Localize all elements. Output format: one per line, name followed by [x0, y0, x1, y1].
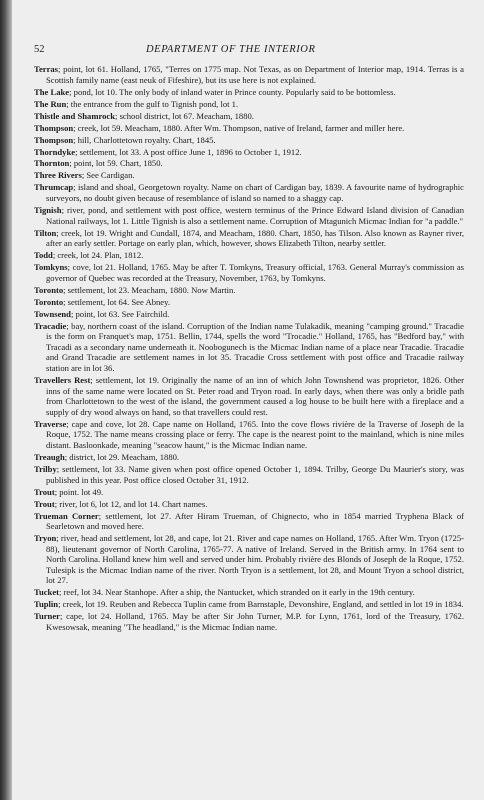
gazetteer-entry — [34, 511, 464, 532]
entry-text: ; island and shoal, Georgetown royalty. Name on chart of Cardigan bay, 1839. A favourite name of hydrographic surveyors, no doubt given because of resemblance of island so named to a shaggy cap. — [46, 182, 464, 204]
entry-headword: Travellers Rest — [34, 375, 91, 386]
gazetteer-entry — [34, 499, 464, 510]
gazetteer-entry — [34, 321, 464, 374]
gazetteer-entry — [34, 99, 464, 110]
entry-headword: Toronto — [34, 284, 64, 295]
entry-headword: Thorndyke — [34, 146, 76, 157]
entry-text: ; settlement, lot 33. Name given when post office opened October 1, 1894. Trilby, George Du Maurier's story, was published in this year. Post office closed October 31, 1912. — [46, 463, 464, 485]
gazetteer-entry — [34, 309, 464, 320]
gazetteer-entry — [34, 135, 464, 146]
gazetteer-entry — [34, 611, 464, 632]
entry-text: ; creek, lot 24. Plan, 1812. — [52, 250, 144, 261]
entry-headword: Tignish — [34, 205, 62, 216]
entry-text: ; cape, lot 24. Holland, 1765. May be after Sir John Turner, M.P. for Lynn, 1761, lord of the Treasury, 1762. Kwesowsak, meaning "The headland," is the Micmac Indian name. — [46, 611, 464, 633]
entry-headword: Tuplin — [34, 599, 59, 610]
gazetteer-entry — [34, 285, 464, 296]
entry-headword: Trout — [34, 486, 55, 497]
entry-text: ; See Cardigan. — [81, 170, 135, 181]
gazetteer-entry — [34, 464, 464, 485]
entry-text: ; river, lot 6, lot 12, and lot 14. Chart names. — [54, 498, 208, 509]
page-number: 52 — [34, 44, 45, 55]
entry-headword: Townsend — [34, 308, 71, 319]
entry-headword: Todd — [34, 250, 53, 261]
gazetteer-entry — [34, 262, 464, 283]
gazetteer-entry — [34, 250, 464, 261]
entry-text: ; point, lot 61. Holland, 1765, "Terres on 1775 map. Not Texas, as on Department of Interior map, 1914. Terras is a Scottish family name (east neuk of Fifeshire), but its use here is not explained. — [46, 64, 464, 85]
entry-headword: Thornton — [34, 158, 70, 169]
gazetteer-entry — [34, 123, 464, 134]
entry-headword: Trout — [34, 498, 55, 509]
gazetteer-entry — [34, 64, 464, 85]
gazetteer-entry — [34, 228, 464, 249]
gazetteer-entry — [34, 87, 464, 98]
book-spine-shadow — [0, 0, 12, 800]
entry-text: ; reef, lot 34. Near Stanhope. After a ship, the Nantucket, which stranded on it early in the 19th century. — [59, 587, 415, 598]
gazetteer-entry — [34, 533, 464, 586]
entry-headword: Traverse — [34, 418, 67, 429]
entry-headword: Trueman Corner — [34, 510, 99, 521]
gazetteer-entry — [34, 599, 464, 610]
gazetteer-entries — [34, 64, 464, 633]
entry-text: ; creek, lot 19. Wright and Cundall, 1874, and Meacham, 1880. Chart, 1850, has Tilson. Also known as Rayner river, after an early settler. Portage on early plan, which, however, shows Elizabeth Tilton, nearby settler. — [46, 227, 464, 249]
entry-text: ; river, head and settlement, lot 28, and cape, lot 21. River and cape names on Holland, 1765. After Wm. Tryon (1725-88), lieutenant governor of North Carolina, 1765-77. A native of Ireland. Served in the British army. In 1764 sent to North Carolina. Holland knew him well and served under him. Probably rivière des Blonds of Joseph de la Roque, 1752. Tulesipk is the Micmac Indian name of the river. North Tryon is a settlement, lot 28, and Mount Tryon a school district, lot 27. — [46, 533, 464, 586]
entry-text: ; creek, lot 19. Reuben and Rebecca Tuplin came from Barnstaple, Devonshire, England, and settled in lot 19 in 1834. — [58, 599, 464, 610]
gazetteer-entry — [34, 158, 464, 169]
entry-headword: Thompson — [34, 122, 74, 133]
entry-headword: Terras — [34, 64, 59, 74]
entry-headword: Treaugh — [34, 452, 65, 462]
entry-headword: Trilby — [34, 463, 57, 474]
entry-text: ; settlement, lot 27. After Hiram Trueman, of Chignecto, who in 1854 married Tryphena Black of Searletown and moved here. — [46, 510, 464, 532]
entry-text: ; settlement, lot 19. Originally the name of an inn of which John Townshend was proprietor, 1826. Other inns of the same name were located on St. Peter road and Tryon road. In early days, when there was only a bridle path from Charlottetown to the west of the island, the government caused a log house to be built here with a fireplace and a supply of dry wood always on hand, so that travellers could rest. — [46, 375, 464, 417]
entry-headword: The Run — [34, 98, 67, 109]
gazetteer-entry — [34, 170, 464, 181]
entry-text: ; point, lot 59. Chart, 1850. — [69, 158, 163, 169]
gazetteer-entry — [34, 205, 464, 226]
entry-text: ; district, lot 29. Meacham, 1880. — [64, 452, 180, 462]
entry-text: ; creek, lot 59. Meacham, 1880. After Wm. Thompson, native of Ireland, farmer and miller here. — [73, 122, 405, 133]
entry-headword: Toronto — [34, 296, 64, 307]
entry-headword: Thistle and Shamrock — [34, 110, 116, 121]
entry-text: ; bay, northern coast of the island. Corruption of the Indian name Tulakadik, meaning "camping ground." Tracadie is the form on Franquet's map, 1751. Bellin, 1744, spells the word "Trocadie." Holland, 1765, has "Bedford bay," with Tracadi as a secondary name underneath it. Noobogunech is the Micmac Indian name of a place near Tracadie. Tracadie and Grand Tracadie are settlement names in lot 35. Tracadie Cross settlement with post office and Tracadie railway station are in lot 36. — [46, 320, 464, 374]
entry-headword: Thrumcap — [34, 182, 74, 193]
entry-headword: Thompson — [34, 134, 74, 145]
entry-headword: The Lake — [34, 86, 70, 97]
entry-headword: Tracadie — [34, 320, 67, 331]
entry-text: ; settlement, lot 33. A post office June 1, 1896 to October 1, 1912. — [75, 146, 302, 157]
entry-headword: Tomkyns — [34, 262, 68, 273]
gazetteer-entry — [34, 147, 464, 158]
entry-text: ; cove, lot 21. Holland, 1765. May be after T. Tomkyns, Treasury official, 1763. General Murray's commission as governor of Quebec was recorded at the Treasury, November, 1763, by Tomkyns. — [46, 262, 464, 283]
entry-text: ; point. lot 49. — [54, 486, 104, 497]
entry-text: ; pond, lot 10. The only body of inland water in Prince county. Popularly said to be bottomless. — [69, 86, 396, 97]
entry-text: ; settlement, lot 23. Meacham, 1880. Now Martin. — [63, 284, 236, 295]
entry-headword: Tucket — [34, 587, 59, 598]
gazetteer-entry — [34, 419, 464, 451]
entry-headword: Turner — [34, 611, 60, 622]
gazetteer-entry — [34, 452, 464, 463]
gazetteer-entry — [34, 182, 464, 203]
gazetteer-entry — [34, 375, 464, 417]
gazetteer-entry — [34, 297, 464, 308]
entry-text: ; cape and cove, lot 28. Cape name on Holland, 1765. Into the cove flows rivière de la Traverse of Joseph de la Roque, 1752. The name means crossing place or ferry. The cape is the nearest point to the mainland, which is nine miles distant. Basloonkade, meaning "seacow haunt," is the Micmac Indian name. — [46, 418, 464, 451]
entry-headword: Tryon — [34, 533, 57, 544]
gazetteer-entry — [34, 487, 464, 498]
page-header — [34, 44, 464, 55]
entry-headword: Tilton — [34, 227, 57, 238]
gazetteer-entry — [34, 587, 464, 598]
entry-text: ; hill, Charlottetown royalty. Chart, 1845. — [73, 134, 216, 145]
entry-text: ; settlement, lot 64. See Abney. — [63, 296, 170, 307]
entry-text: ; school district, lot 67. Meacham, 1880. — [115, 110, 254, 121]
entry-text: ; the entrance from the gulf to Tignish pond, lot 1. — [66, 98, 239, 109]
entry-text: ; river, pond, and settlement with post office, western terminus of the Prince Edward Island division of Canadian National railways, lot 1. Little Tignish is also a settlement name. Corruption of Mtagunich Micmac Indian for "a paddle." — [46, 205, 464, 226]
entry-headword: Three Rivers — [34, 170, 82, 181]
entry-text: ; point, lot 63. See Fairchild. — [70, 308, 170, 319]
running-title: DEPARTMENT OF THE INTERIOR — [146, 44, 316, 55]
gazetteer-entry — [34, 111, 464, 122]
